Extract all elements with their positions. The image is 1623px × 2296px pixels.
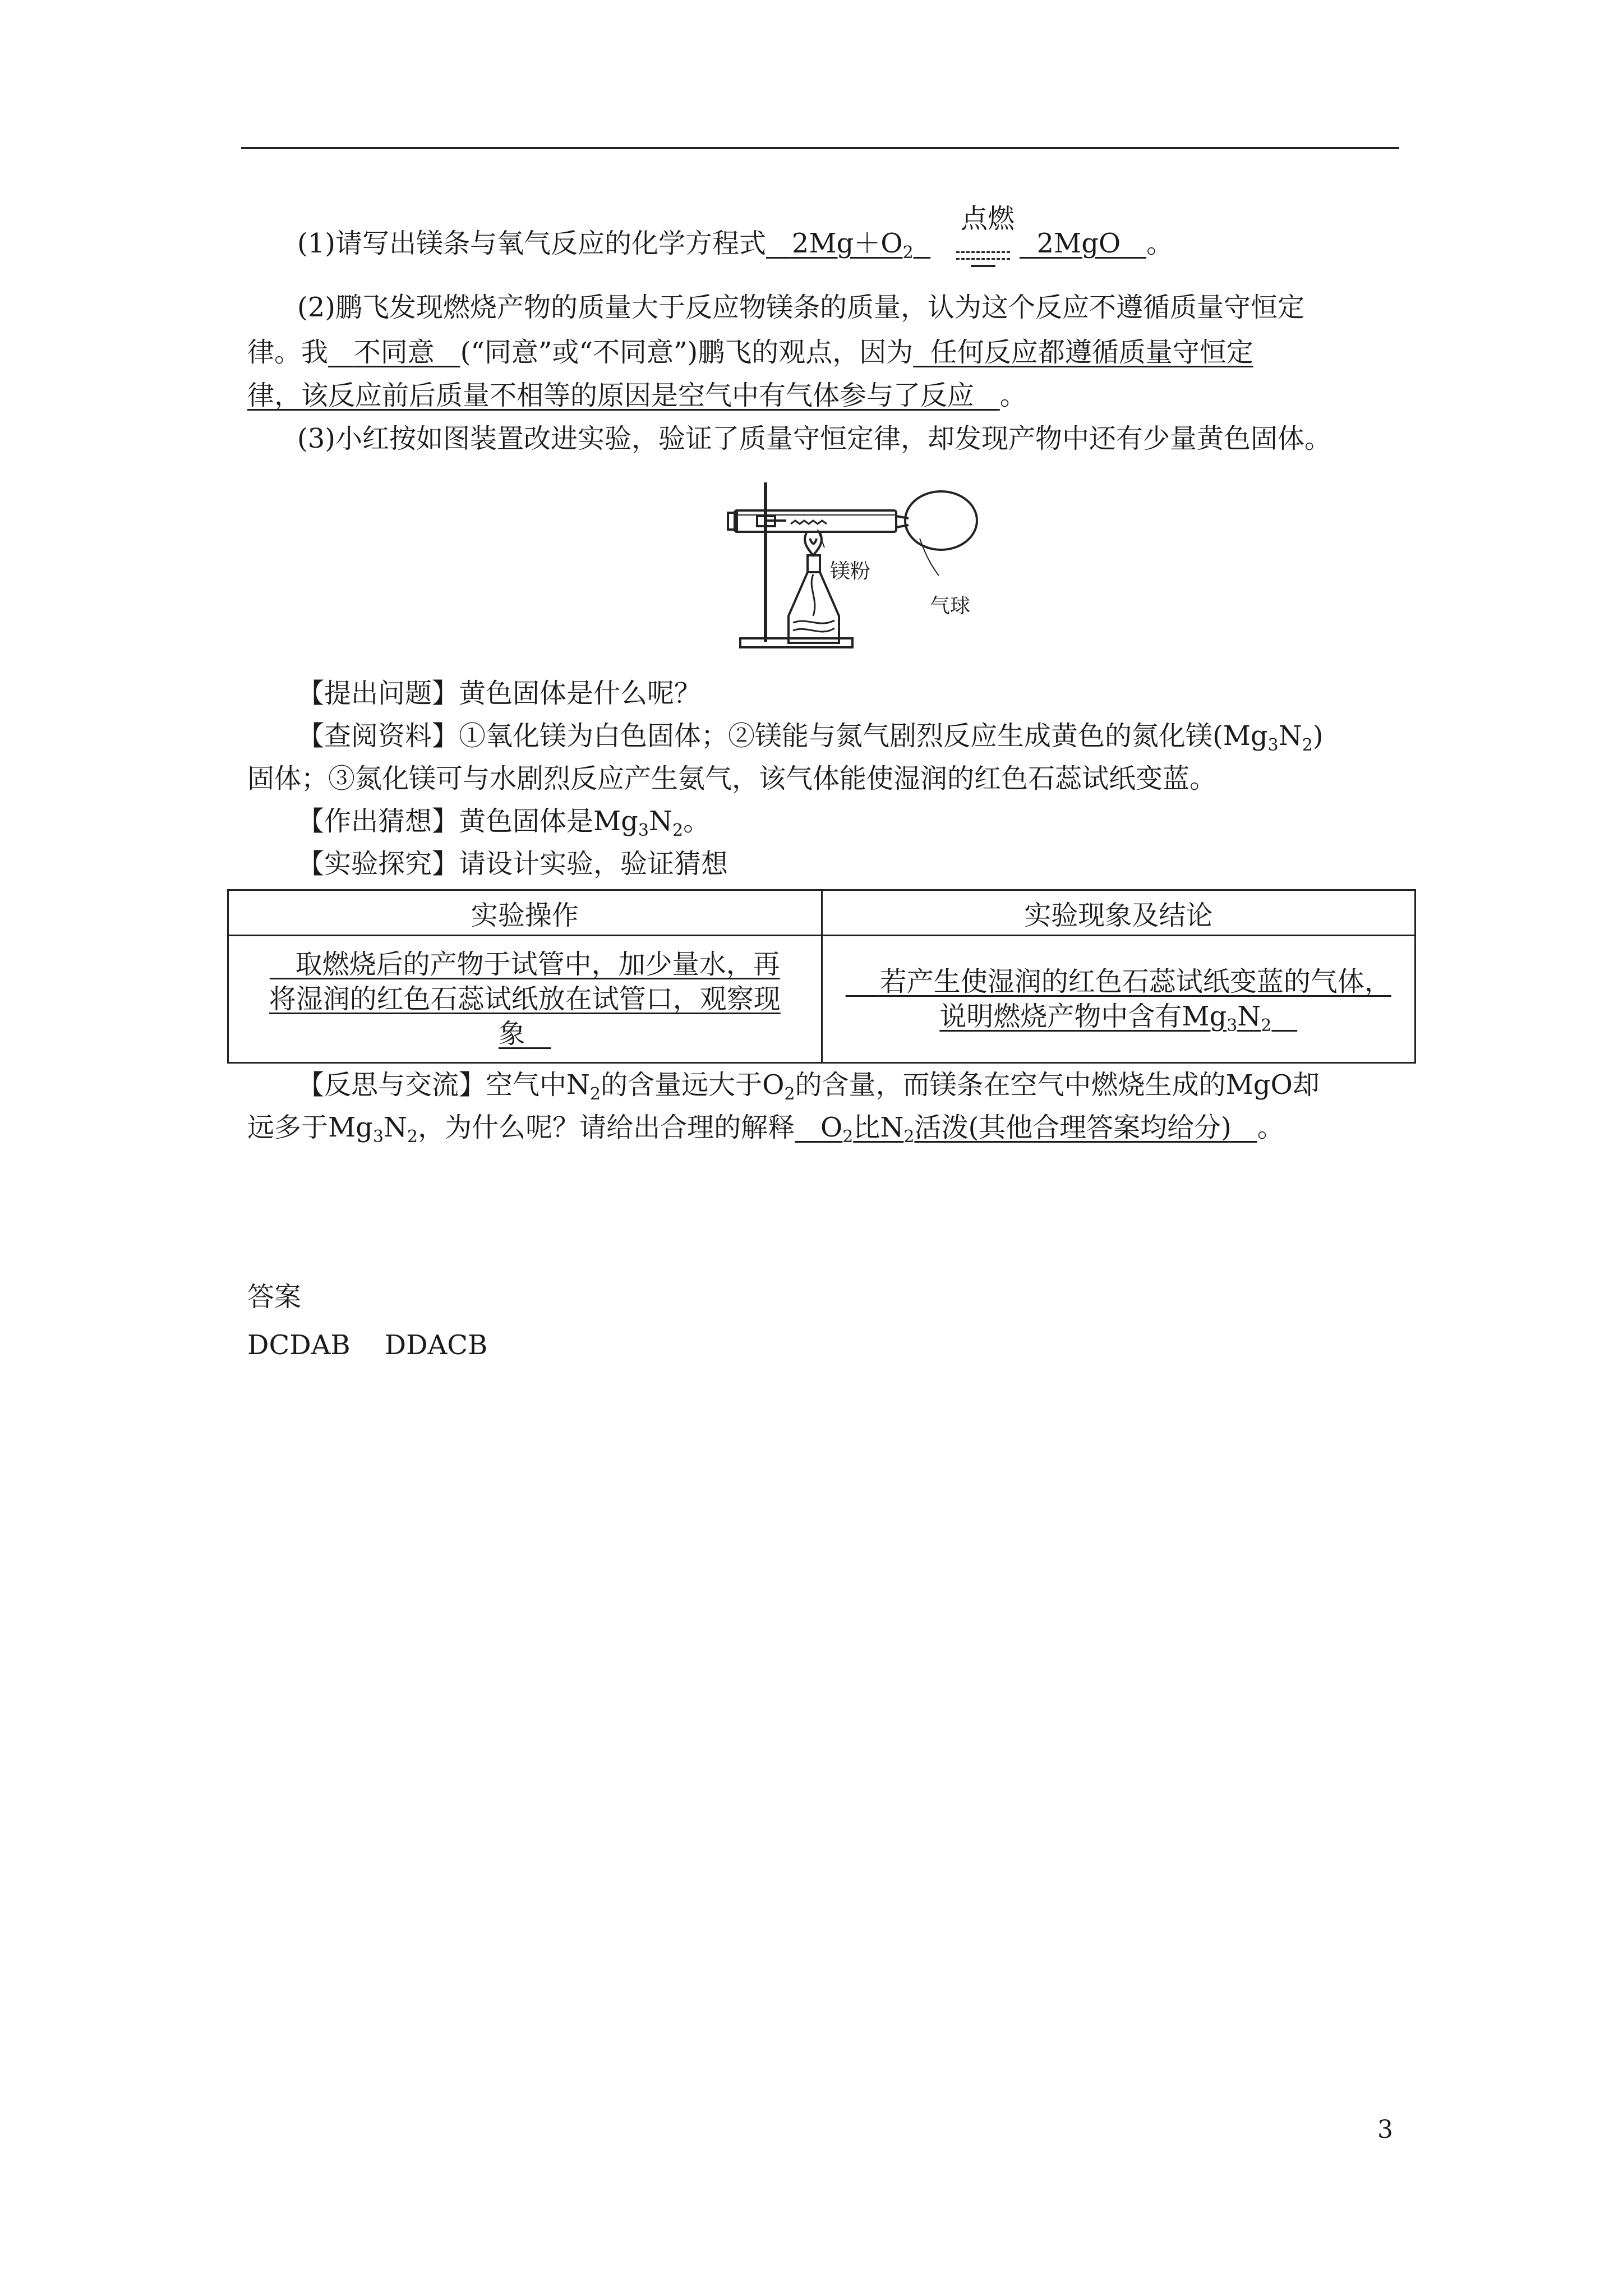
table-cell-result: 若产生使湿润的红色石蕊试纸变蓝的气体， 说明燃烧产物中含有$Mg_3N_2$ [822,936,1415,1063]
answers-title: 答案 [247,1281,302,1313]
table-cell-operation: 取燃烧后的产物于试管中，加少量水，再 将湿润的红色石蕊试纸放在试管口，观察现 象 [228,936,822,1063]
header-rule [241,147,1399,149]
equals-sign [956,251,1010,272]
label-balloon: 气球 [930,595,971,618]
reflect-line-2: 远多于$Mg_3N_2$，为什么呢？请给出合理的解释 $O_2$比$N_2$活泼(其他合理答案均给分) 。 [247,1112,1284,1147]
question-1: (1)请写出镁条与氧气反应的化学方程式 $2Mg+O_2$ [297,227,930,260]
answers-line: DCDAB DDACB [247,1329,488,1361]
question-2-line-3: 律，该反应前后质量不相等的原因是空气中有气体参与了反应 。 [247,380,1027,411]
q1-answer-right: 2MgO 。 [1036,228,1174,259]
consult-line-1: 【查阅资料】①氧化镁为白色固体；②镁能与氮气剧烈反应生成黄色的氮化镁$(Mg_3N_2)$ [297,720,1324,755]
hypothesis: 【作出猜想】黄色固体是$Mg_3N_2$。 [297,806,711,840]
experiment-explore: 【实验探究】请设计实验，验证猜想 [297,848,728,880]
consult-line-2: 固体；③氮化镁可与水剧烈反应产生氨气，该气体能使湿润的红色石蕊试纸变蓝。 [247,763,1217,794]
experiment-table [227,889,1416,1064]
question-2-line-2: 律。我 不同意 (“同意”或“不同意”)鹏飞的观点，因为 任何反应都遵循质量守恒定 [247,337,1253,368]
table-header-operation: 实验操作 [228,890,822,936]
question-3: (3)小红按如图装置改进实验，验证了质量守恒定律，却发现产物中还有少量黄色固体。 [297,423,1331,454]
table-header-result: 实验现象及结论 [822,890,1415,936]
reflect-line-1: 【反思与交流】空气中$N_2$的含量远大于$O_2$的含量，而镁条在空气中燃烧生成的MgO却 [297,1069,1320,1104]
question-2-line-1: (2)鹏飞发现燃烧产物的质量大于反应物镁条的质量，认为这个反应不遵循质量守恒定 [297,292,1304,323]
label-magnesium-powder: 镁粉 [830,560,871,583]
reaction-condition: 点燃 [961,203,1015,234]
page-number: 3 [1377,2115,1393,2144]
q1-answer-left: $2Mg+O_2$ [791,228,914,263]
raise-question: 【提出问题】黄色固体是什么呢？ [297,678,702,709]
